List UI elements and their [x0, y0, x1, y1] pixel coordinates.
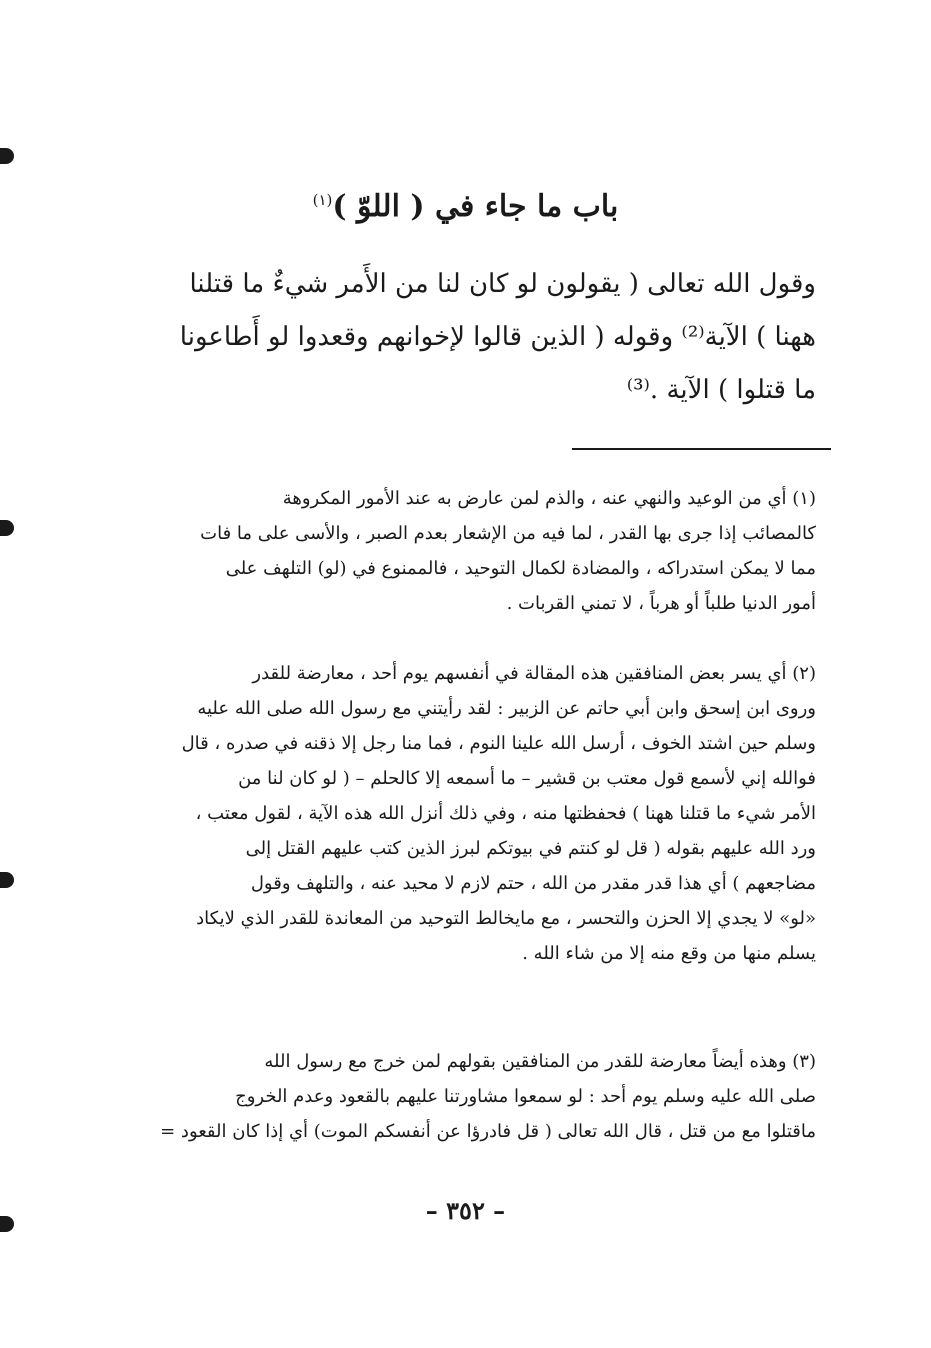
chapter-title	[0, 178, 931, 229]
binding-mark	[0, 872, 14, 888]
footnote-line: فوالله إني لأسمع قول معتب بن قشير – ما أسمعه إلا كالحلم – ( لو كان لنا من	[238, 768, 816, 789]
chapter-title-text: باب ما جاء في ( اللوّ )	[332, 189, 619, 224]
main-text-line: ما قتلوا ) الآية .⁽³⁾	[626, 375, 816, 405]
footnote-ref: (١)	[312, 191, 333, 209]
main-text	[100, 258, 816, 417]
footnote-line: مما لا يمكن استدراكه ، والمضادة لكمال التوحيد ، فالممنوع في (لو) التلهف على	[225, 558, 816, 579]
footnote-line: (٣) وهذه أيضاً معارضة للقدر من المنافقين بقولهم لمن خرج مع رسول الله	[264, 1051, 816, 1072]
footnote-line: (٢) أي يسر بعض المنافقين هذه المقالة في أنفسهم يوم أحد ، معارضة للقدر	[252, 663, 816, 684]
binding-mark	[0, 148, 14, 164]
footnote-divider	[572, 448, 831, 450]
footnote-line: وسلم حين اشتد الخوف ، أرسل الله علينا النوم ، فما منا رجل إلا ذقنه في صدره ، قال	[181, 733, 816, 754]
footnote-line: ورد الله عليهم بقوله ( قل لو كنتم في بيوتكم لبرز الذين كتب عليهم القتل إلى	[245, 838, 816, 859]
footnote-line: مضاجعهم ) أي هذا قدر مقدر من الله ، حتم لازم لا محيد عنه ، والتلهف وقول	[250, 873, 816, 894]
footnote-line: الأمر شيء ما قتلنا ههنا ) فحفظتها منه ، وفي ذلك أنزل الله هذه الآية ، لقول معتب ،	[195, 803, 816, 824]
page-number: – ٣٥٢ –	[425, 1196, 506, 1225]
footnote-line: «لو» لا يجدي إلا الحزن والتحسر ، مع مايخالط التوحيد من المعاندة للقدر الذي لايكاد	[196, 908, 816, 929]
footnote-1	[100, 481, 816, 621]
footnote-line: كالمصائب إذا جرى بها القدر ، لما فيه من الإشعار بعدم الصبر ، والأسى على ما فات	[200, 523, 816, 544]
footnote-line: أمور الدنيا طلباً أو هرباً ، لا تمني القربات .	[506, 593, 816, 614]
main-text-line: وقول الله تعالى ( يقولون لو كان لنا من الأَمر شيءٌ ما قتلنا	[189, 269, 816, 299]
footnote-3	[100, 1044, 816, 1149]
footnote-line: وروى ابن إسحق وابن أبي حاتم عن الزبير : لقد رأيتني مع رسول الله صلى الله عليه	[197, 698, 816, 719]
footnote-line: ماقتلوا مع من قتل ، قال الله تعالى ( قل فادرؤا عن أنفسكم الموت) أي إذا كان القعود =	[160, 1121, 816, 1142]
footnote-line: (١) أي من الوعيد والنهي عنه ، والذم لمن عارض به عند الأمور المكروهة	[282, 488, 816, 509]
footnote-line: يسلم منها من وقع منه إلا من شاء الله .	[522, 943, 816, 964]
binding-mark	[0, 520, 14, 536]
footnote-line: صلى الله عليه وسلم يوم أحد : لو سمعوا مشاورتنا عليهم بالقعود وعدم الخروج	[235, 1086, 816, 1107]
main-text-line: ههنا ) الآية⁽²⁾ وقوله ( الذين قالوا لإخوانهم وقعدوا لو أَطاعونا	[179, 322, 816, 352]
footnote-2	[100, 656, 816, 971]
